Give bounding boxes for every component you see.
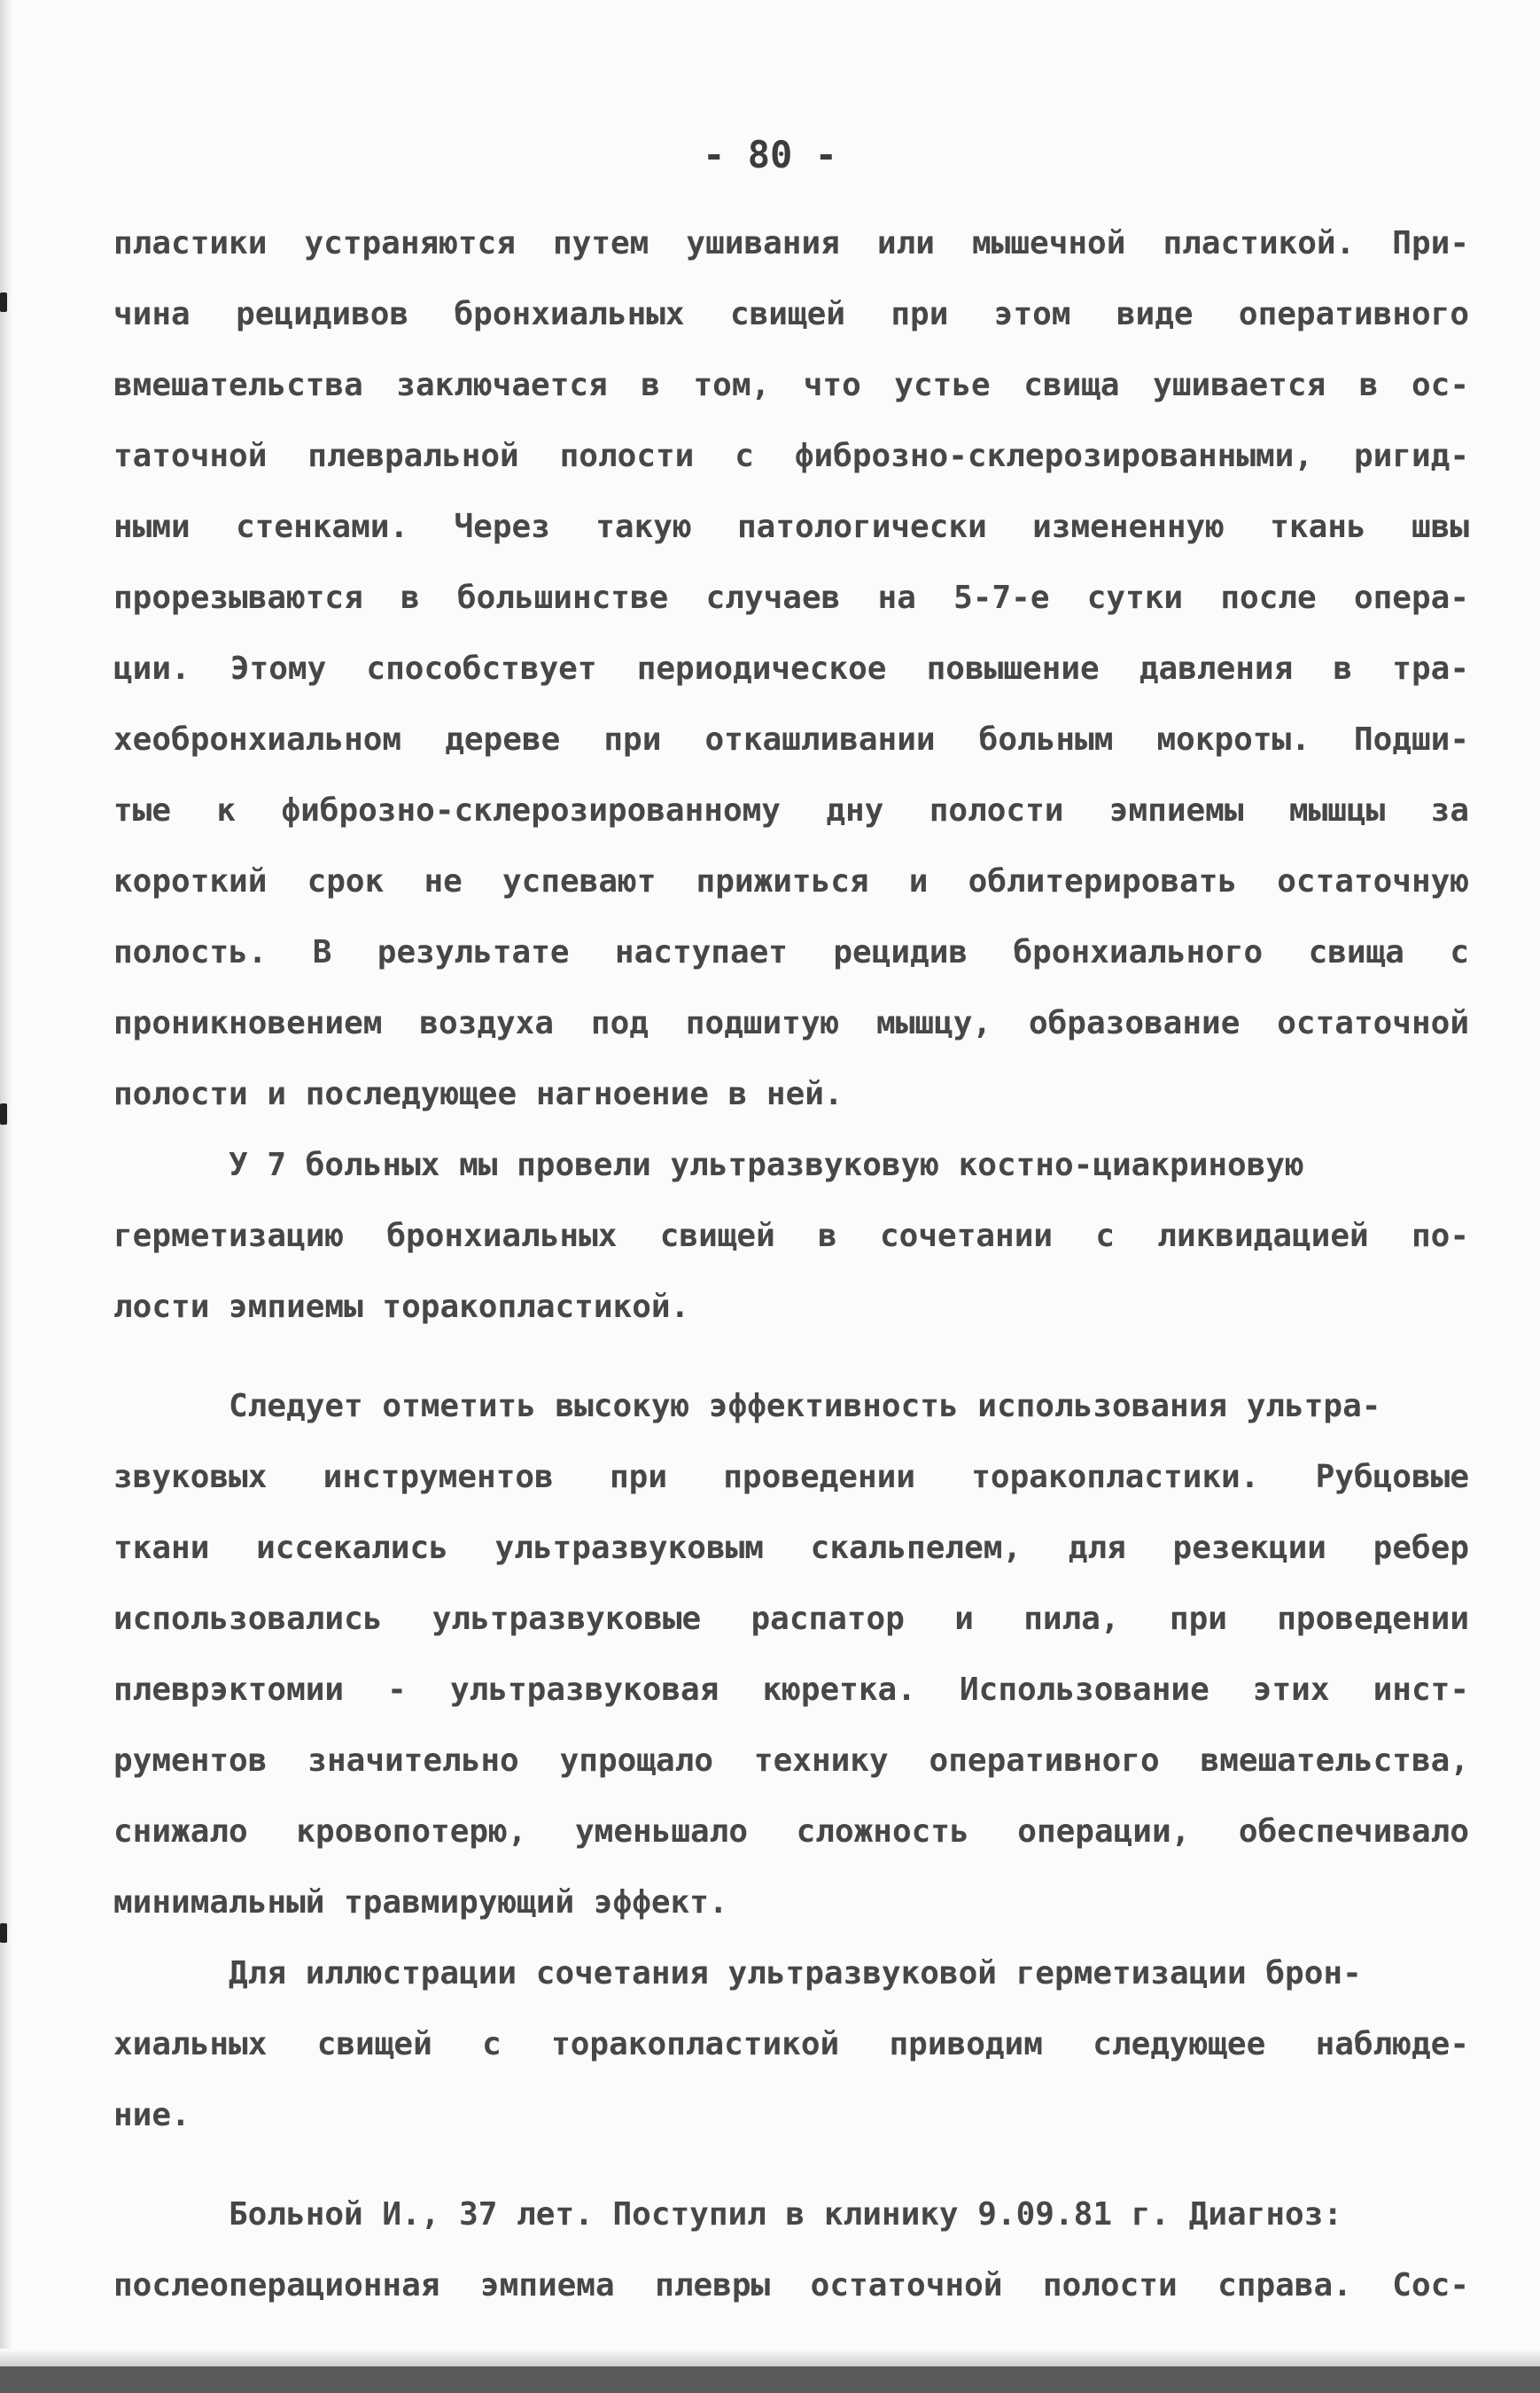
text-line: полости и последующее нагноение в ней.	[113, 1076, 844, 1112]
text-line: лости эмпиемы торакопластикой.	[113, 1289, 690, 1325]
text-line: короткий срок не успевают прижиться и облитерировать остаточную	[113, 863, 1469, 900]
text-line: таточной плевральной полости с фиброзно-склерозированными, ригид-	[113, 438, 1469, 474]
scan-left-edge	[0, 0, 12, 2393]
paragraph	[113, 1371, 1469, 1938]
body-text	[113, 208, 1469, 2321]
text-line: ции. Этому способствует периодическое повышение давления в тра-	[113, 651, 1469, 687]
text-line: герметизацию бронхиальных свищей в сочетании с ликвидацией по-	[113, 1218, 1469, 1254]
paragraph-gap	[113, 1343, 1469, 1371]
text-line: полость. В результате наступает рецидив бронхиального свища с	[113, 934, 1469, 970]
text-line: рументов значительно упрощало технику оперативного вмешательства,	[113, 1742, 1469, 1779]
text-line: ние.	[113, 2097, 191, 2133]
text-line: тые к фиброзно-склерозированному дну полости эмпиемы мышцы за	[113, 792, 1469, 829]
text-line: проникновением воздуха под подшитую мышцу, образование остаточной	[113, 1005, 1469, 1041]
scan-bottom-edge	[0, 2366, 1540, 2393]
paragraph	[113, 208, 1469, 1130]
text-line: Для иллюстрации сочетания ультразвуковой герметизации брон-	[229, 1955, 1362, 1992]
text-line: прорезываются в большинстве случаев на 5-7-е сутки после опера-	[113, 580, 1469, 616]
text-line: вмешательства заключается в том, что устье свища ушивается в ос-	[113, 367, 1469, 403]
text-line: хиальных свищей с торакопластикой приводим следующее наблюде-	[113, 2026, 1469, 2062]
paragraph	[113, 2179, 1469, 2321]
margin-mark	[0, 1923, 7, 1943]
paragraph	[113, 1130, 1469, 1343]
text-line: минимальный травмирующий эффект.	[113, 1884, 728, 1921]
text-line: У 7 больных мы провели ультразвуковую костно-циакриновую	[229, 1147, 1304, 1183]
paragraph	[113, 1938, 1469, 2151]
text-line: звуковых инструментов при проведении торакопластики. Рубцовые	[113, 1459, 1469, 1495]
margin-mark	[0, 292, 7, 312]
text-line: использовались ультразвуковые распатор и пила, при проведении	[113, 1601, 1469, 1637]
text-line: плеврэктомии - ультразвуковая кюретка. Использование этих инст-	[113, 1672, 1469, 1708]
text-line: Следует отметить высокую эффективность использования ультра-	[229, 1388, 1381, 1424]
text-line: ными стенками. Через такую патологически измененную ткань швы	[113, 509, 1469, 545]
text-line: пластики устраняются путем ушивания или мышечной пластикой. При-	[113, 225, 1469, 261]
text-line: послеоперационная эмпиема плевры остаточной полости справа. Сос-	[113, 2267, 1469, 2303]
paragraph-gap	[113, 2151, 1469, 2179]
scan-bottom-shade	[0, 2349, 1540, 2366]
text-line: Больной И., 37 лет. Поступил в клинику 9.09.81 г. Диагноз:	[229, 2196, 1343, 2233]
text-line: хеобронхиальном дереве при откашливании больным мокроты. Подши-	[113, 721, 1469, 758]
text-line: снижало кровопотерю, уменьшало сложность операции, обеспечивало	[113, 1813, 1469, 1850]
page-number: - 80 -	[703, 133, 837, 176]
margin-mark	[0, 1103, 7, 1125]
text-line: ткани иссекались ультразвуковым скальпелем, для резекции ребер	[113, 1530, 1469, 1566]
text-line: чина рецидивов бронхиальных свищей при этом виде оперативного	[113, 296, 1469, 332]
